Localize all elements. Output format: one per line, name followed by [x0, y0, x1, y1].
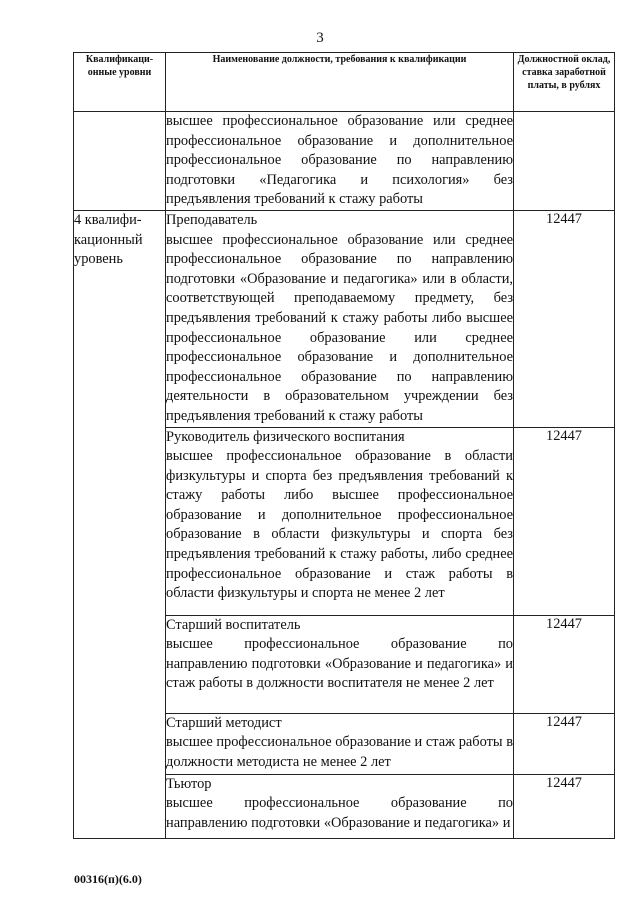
position-cell — [166, 774, 514, 838]
salary-value: 12447 — [514, 210, 615, 427]
table-row — [74, 112, 615, 211]
position-title: Старший воспитатель — [166, 616, 301, 633]
table-row — [74, 210, 615, 427]
salary-value: 12447 — [514, 427, 615, 615]
salary-value: 12447 — [514, 615, 615, 713]
salary-value: 12447 — [514, 774, 615, 838]
position-cell — [166, 713, 514, 774]
header-position: Наименование должности, требования к квалификации — [166, 53, 514, 112]
page-number: 3 — [316, 30, 324, 46]
header-salary: Должностной оклад, ставка заработной платы, в рублях — [514, 53, 615, 112]
position-title: Преподаватель — [166, 211, 258, 228]
position-requirements: высшее профессиональное образование в области физкультуры и спорта без предъявления требований к стажу работы либо высшее профессиональное образование и дополнительное профессиональное образование в области физкультуры и спорта без предъявления требований к стажу работы, либо среднее профессиональное образование и стаж работы в области физкультуры и спорта не менее 2 лет — [166, 448, 513, 602]
position-requirements: высшее профессиональное образование или среднее профессиональное образование по направлению подготовки «Образование и педагогика» или в области, соответствующей преподаваемому предмету, без предъявления требований к стажу работы либо высшее профессиональное образование или среднее профессиональное образование и дополнительное профессиональное образование по направлению деятельности в образовательном учреждении без предъявления требований к стажу работы — [166, 231, 513, 424]
salary-value: 12447 — [514, 713, 615, 774]
header-levels: Квалификаци-онные уровни — [74, 53, 166, 112]
position-cell — [166, 210, 514, 427]
position-cell — [166, 427, 514, 615]
position-requirements: высшее профессиональное образование по направлению подготовки «Образование и педагогика» и — [166, 795, 513, 831]
salary-cell-empty — [514, 112, 615, 211]
position-title: Старший методист — [166, 714, 282, 731]
level-cell-empty — [74, 112, 166, 211]
position-requirements: высшее профессиональное образование и стаж работы в должности методиста не менее 2 лет — [166, 734, 513, 770]
continued-requirements: высшее профессиональное образование или среднее профессиональное образование и дополнительное профессиональное образование по направлению подготовки «Педагогика и психология» без предъявления требований к стажу работы — [166, 112, 514, 211]
qualification-table — [73, 52, 615, 839]
position-title: Тьютор — [166, 775, 212, 792]
qualification-level: 4 квалифи-кационный уровень — [74, 210, 166, 838]
document-code: 00316(п)(6.0) — [74, 872, 142, 886]
position-cell — [166, 615, 514, 713]
position-requirements: высшее профессиональное образование по направлению подготовки «Образование и педагогика» и стаж работы в должности воспитателя не менее 2 лет — [166, 636, 513, 692]
table-header-row — [74, 53, 615, 112]
position-title: Руководитель физического воспитания — [166, 428, 405, 445]
